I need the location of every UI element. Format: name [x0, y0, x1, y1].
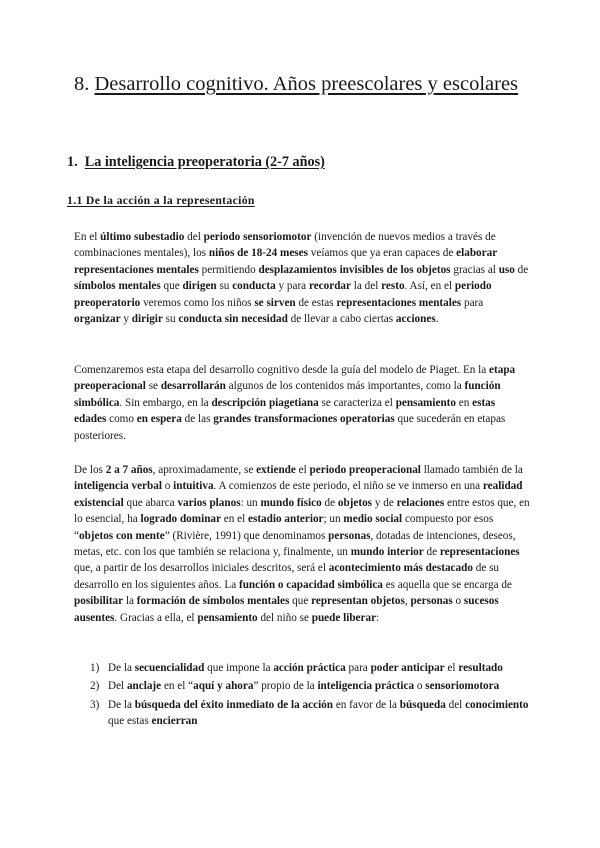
- bold-text: 2 a 7 años: [105, 464, 153, 476]
- bold-text: función o capacidad simbólica: [238, 578, 383, 591]
- bold-text: conducta: [232, 280, 276, 293]
- text-run: su: [216, 280, 233, 293]
- text-run: , aproximadamente, se: [152, 464, 257, 476]
- bold-text: medio social: [343, 513, 403, 526]
- bold-text: estas edades: [74, 396, 496, 426]
- text-run: En el: [74, 231, 101, 243]
- text-run: o: [414, 680, 426, 693]
- text-run: ” propio de la: [253, 680, 318, 693]
- bold-text: mundo interior: [350, 546, 424, 559]
- bold-text: objetos con mente: [78, 529, 165, 542]
- bold-text: periodo preoperacional: [309, 464, 421, 476]
- bold-text: personas: [410, 595, 453, 608]
- text-run: como: [106, 413, 137, 426]
- section-title: La inteligencia preoperatoria (2-7 años): [84, 154, 325, 170]
- bold-text: acontecimiento más destacado: [328, 562, 473, 575]
- text-run: para: [345, 662, 371, 674]
- text-run: que estas: [108, 715, 152, 728]
- text-run: que sucederán en etapas posteriores.: [74, 413, 506, 442]
- text-run: : un: [240, 496, 261, 509]
- text-run: compuesto por esos “: [74, 513, 494, 542]
- bold-text: poder anticipar: [370, 662, 445, 674]
- text-run: que: [160, 280, 183, 293]
- text-run: o: [452, 595, 464, 608]
- bold-text: encierran: [151, 715, 198, 728]
- text-run: , dotadas de intenciones, deseos, metas, etc. con los que también se relaciona y, finalmente, un: [74, 529, 516, 559]
- text-run: se caracteriza el: [318, 396, 396, 409]
- text-run: de: [514, 263, 529, 276]
- bold-text: secuencialidad: [134, 662, 205, 674]
- text-run: para: [461, 296, 484, 309]
- bold-text: resto: [381, 280, 405, 293]
- text-run: . Así, en el: [404, 280, 455, 293]
- text-run: llamado también de la: [420, 464, 523, 476]
- text-run: el: [295, 464, 310, 476]
- text-run: en el: [220, 513, 249, 526]
- bold-text: uso: [498, 263, 515, 276]
- text-run: :: [376, 611, 380, 624]
- bold-text: búsqueda: [399, 698, 446, 711]
- bold-text: representan objetos: [311, 595, 405, 608]
- bold-text: logrado dominar: [140, 513, 221, 526]
- bold-text: posibilitar: [74, 595, 124, 608]
- bold-text: conducta sin necesidad: [178, 313, 288, 326]
- list-item: [74, 697, 530, 730]
- bold-text: personas: [328, 529, 371, 542]
- text-run: de las: [181, 413, 214, 426]
- bold-text: inteligencia verbal: [74, 480, 162, 493]
- text-run: ” (Rivière, 1991) que denominamos: [164, 529, 329, 542]
- text-run: del: [445, 698, 466, 711]
- text-run: o: [161, 480, 174, 493]
- bold-text: grandes transformaciones operatorias: [213, 413, 395, 426]
- bold-text: recordar: [308, 280, 351, 293]
- bold-text: puede liberar: [311, 611, 377, 624]
- bold-text: aquí y ahora: [193, 680, 254, 693]
- list-item: [74, 660, 530, 676]
- text-run: la: [123, 595, 137, 608]
- text-run: que abarca: [123, 496, 178, 509]
- list-marker: 3): [90, 698, 100, 711]
- text-run: el: [444, 662, 459, 674]
- text-run: en favor de la: [333, 698, 400, 711]
- bold-text: organizar: [74, 313, 121, 326]
- text-run: De la: [108, 662, 135, 674]
- bold-text: símbolos mentales: [74, 280, 161, 293]
- text-run: Comenzaremos esta etapa del desarrollo cognitivo desde la guía del modelo de Piaget. En la: [74, 364, 490, 376]
- text-run: veíamos que ya eran capaces de: [307, 247, 457, 260]
- bold-text: elaborar representaciones mentales: [74, 247, 497, 276]
- text-run: De los: [74, 464, 106, 476]
- section-number: 1.: [67, 154, 78, 170]
- bold-text: descripción piagetiana: [211, 396, 319, 409]
- chapter-title: [74, 72, 544, 97]
- bold-text: función simbólica: [74, 380, 501, 409]
- bold-text: intuitiva: [173, 480, 214, 493]
- bold-text: acciones: [395, 313, 436, 326]
- text-run: de: [423, 546, 440, 559]
- text-run: es aquella que se encarga de: [382, 578, 512, 591]
- bold-text: sensoriomotora: [425, 680, 500, 693]
- text-run: gracias al: [450, 263, 499, 276]
- text-run: en el “: [161, 680, 194, 693]
- text-run: su: [162, 313, 179, 326]
- paragraph-1: [74, 229, 530, 327]
- bold-text: último subestadio: [100, 231, 185, 243]
- text-run: entre estos que, en lo esencial, ha: [74, 496, 530, 526]
- bold-text: acción práctica: [273, 662, 346, 674]
- bold-text: objetos: [337, 496, 373, 509]
- bold-text: representaciones mentales: [336, 296, 462, 309]
- bold-text: búsqueda del éxito inmediato de la acción: [134, 698, 334, 711]
- text-run: del: [184, 231, 204, 243]
- numbered-list: [74, 660, 530, 732]
- bold-text: extiende: [256, 464, 296, 476]
- text-run: y para: [275, 280, 309, 293]
- text-run: ,: [404, 595, 411, 608]
- bold-text: pensamiento: [197, 611, 258, 624]
- paragraph-3: [74, 462, 530, 626]
- text-run: que: [289, 595, 312, 608]
- bold-text: periodo preoperatorio: [74, 280, 492, 309]
- bold-text: desarrollarán: [160, 380, 226, 393]
- text-run: y de: [372, 496, 397, 509]
- list-item-text: [108, 680, 499, 692]
- text-run: y: [120, 313, 132, 326]
- text-run: en: [455, 396, 473, 409]
- text-run: veremos como los niños: [140, 296, 255, 309]
- bold-text: resultado: [458, 662, 503, 674]
- bold-text: desplazamientos invisibles de los objetos: [258, 263, 451, 276]
- bold-text: se sirven: [254, 296, 296, 309]
- text-run: que, a partir de los desarrollos iniciales descritos, será el: [74, 562, 329, 575]
- list-marker: 2): [90, 680, 100, 693]
- text-run: algunos de los contenidos más importantes, como la: [225, 380, 465, 393]
- text-run: se: [145, 380, 161, 393]
- bold-text: representaciones: [439, 546, 520, 559]
- text-run: ; un: [323, 513, 344, 526]
- text-run: permitiendo: [198, 263, 259, 276]
- bold-text: pensamiento: [395, 396, 456, 409]
- bold-text: niños de 18-24 meses: [208, 247, 308, 260]
- text-run: que impone la: [204, 662, 274, 674]
- text-run: de llevar a cabo ciertas: [287, 313, 396, 326]
- text-run: la del: [351, 280, 382, 293]
- text-run: . Sin embargo, en la: [119, 396, 212, 409]
- text-run: (invención de nuevos medios a través de combinaciones mentales), los: [74, 231, 496, 260]
- bold-text: relaciones: [396, 496, 445, 509]
- text-run: Del: [108, 680, 127, 693]
- bold-text: varios planos: [177, 496, 241, 509]
- list-marker: 1): [90, 662, 100, 674]
- text-run: . Gracias a ella, el: [114, 611, 198, 624]
- bold-text: inteligencia práctica: [317, 680, 415, 693]
- bold-text: formación de símbolos mentales: [136, 595, 290, 608]
- text-run: de su desarrollo en los siguientes años. La: [74, 562, 500, 591]
- bold-text: realidad existencial: [74, 480, 523, 509]
- list-item: [74, 678, 530, 694]
- text-run: del niño se: [257, 611, 312, 624]
- text-run: . A comienzos de este periodo, el niño se ve inmerso en una: [213, 480, 483, 493]
- bold-text: anclaje: [126, 680, 162, 693]
- text-run: .: [435, 313, 439, 326]
- text-run: de: [321, 496, 338, 509]
- text-run: de estas: [295, 296, 337, 309]
- bold-text: conocimiento: [465, 698, 529, 711]
- list-item-text: [108, 699, 528, 727]
- list-item-text: [108, 662, 503, 674]
- bold-text: mundo físico: [260, 496, 322, 509]
- bold-text: estadio anterior: [248, 513, 324, 526]
- text-run: De la: [108, 698, 135, 711]
- section-heading: [67, 154, 325, 171]
- chapter-title-text: Desarrollo cognitivo. Años preescolares y escolares: [94, 73, 519, 95]
- subsection-heading: 1.1 De la acción a la representación: [67, 194, 255, 207]
- bold-text: dirigir: [131, 313, 163, 326]
- chapter-number: 8.: [74, 73, 90, 95]
- bold-text: dirigen: [182, 280, 217, 293]
- bold-text: en espera: [136, 413, 182, 426]
- paragraph-2: [74, 362, 530, 444]
- bold-text: sucesos ausentes: [74, 595, 499, 624]
- bold-text: etapa preoperacional: [74, 364, 516, 393]
- bold-text: periodo sensoriomotor: [203, 231, 312, 243]
